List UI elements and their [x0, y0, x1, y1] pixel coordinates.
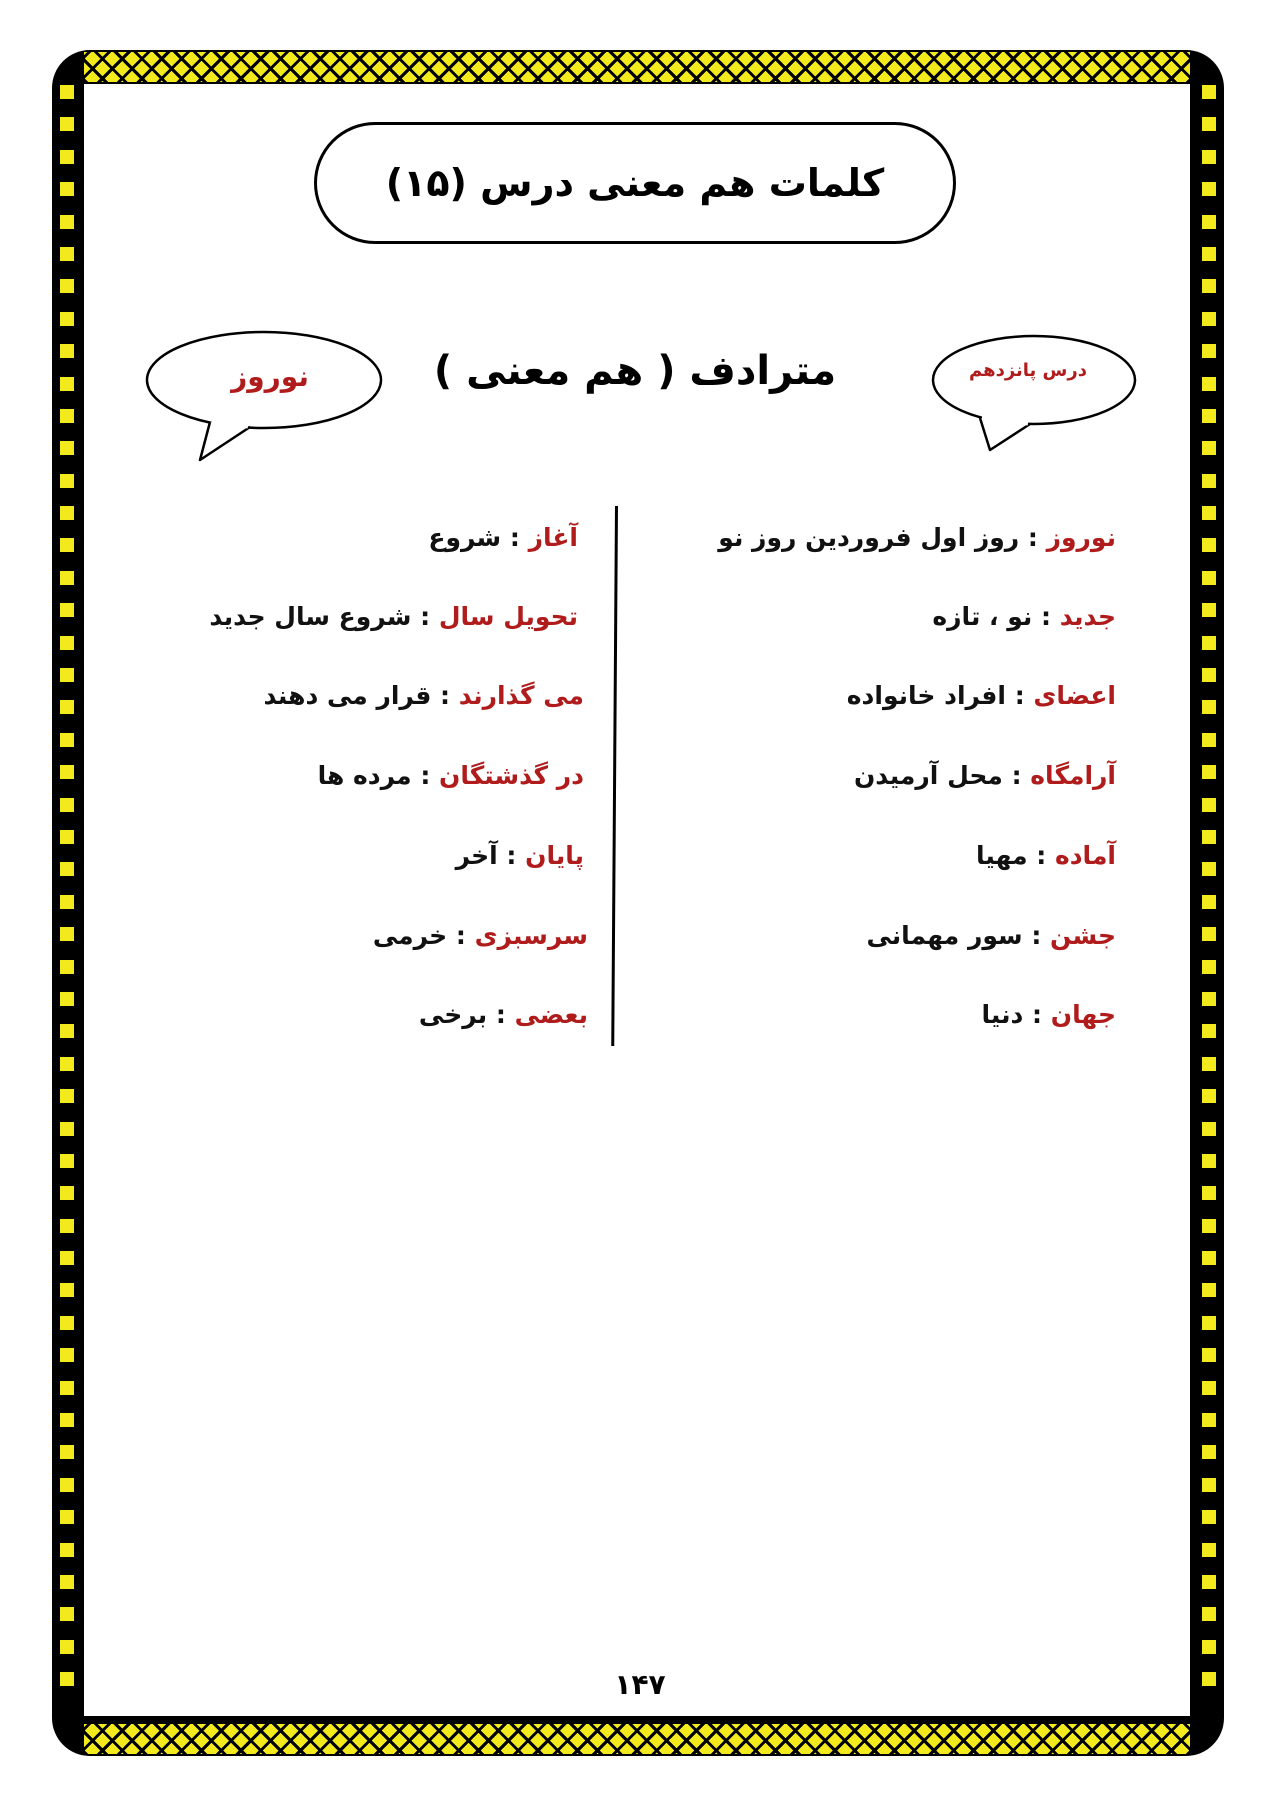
- border-square: [57, 1637, 77, 1657]
- page-title: کلمات هم معنی درس (۱۵): [314, 122, 956, 244]
- border-square: [1199, 276, 1219, 296]
- border-square: [57, 244, 77, 264]
- border-square: [57, 827, 77, 847]
- list-item: آغاز : شروع: [428, 523, 578, 552]
- list-item: بعضی : برخی: [418, 1000, 588, 1029]
- border-square: [57, 212, 77, 232]
- border-square: [1199, 1637, 1219, 1657]
- list-item: جهان : دنیا: [981, 1000, 1116, 1029]
- list-item: آرامگاه : محل آرمیدن: [853, 761, 1116, 790]
- border-square: [57, 1345, 77, 1365]
- border-square: [57, 309, 77, 329]
- border-square: [1199, 1410, 1219, 1430]
- border-square: [57, 762, 77, 782]
- border-square: [57, 147, 77, 167]
- border-square: [1199, 82, 1219, 102]
- border-square: [57, 114, 77, 134]
- border-square: [1199, 697, 1219, 717]
- border-square: [57, 1021, 77, 1041]
- border-square: [57, 665, 77, 685]
- border-square: [1199, 147, 1219, 167]
- border-square: [1199, 1475, 1219, 1495]
- border-square: [1199, 309, 1219, 329]
- border-square: [57, 406, 77, 426]
- border-square: [57, 1540, 77, 1560]
- border-square: [1199, 438, 1219, 458]
- border-square: [1199, 924, 1219, 944]
- border-square: [57, 1151, 77, 1171]
- border-square: [1199, 114, 1219, 134]
- border-square: [1199, 957, 1219, 977]
- border-square: [1199, 1378, 1219, 1398]
- list-item: پایان : آخر: [455, 841, 584, 870]
- border-square: [1199, 1507, 1219, 1527]
- synonym-list-right: [640, 0, 1116, 1100]
- border-square: [57, 924, 77, 944]
- border-square: [1199, 1604, 1219, 1624]
- border-square: [1199, 1313, 1219, 1333]
- border-square: [57, 697, 77, 717]
- border-square: [1199, 989, 1219, 1009]
- border-square: [57, 276, 77, 296]
- border-square: [1199, 212, 1219, 232]
- border-square: [57, 503, 77, 523]
- border-square: [57, 633, 77, 653]
- border-square: [57, 1054, 77, 1074]
- border-square: [1199, 568, 1219, 588]
- list-item: جدید : نو ، تازه: [932, 602, 1116, 631]
- section-heading: مترادف ( هم معنی ): [433, 348, 837, 394]
- bubble-right-text: درس پانزدهم: [968, 360, 1087, 381]
- synonym-list-left: [180, 0, 588, 1100]
- border-square: [1199, 859, 1219, 879]
- border-square: [57, 374, 77, 394]
- border-square: [1199, 1183, 1219, 1203]
- border-square: [57, 730, 77, 750]
- list-item: آماده : مهیا: [975, 841, 1116, 870]
- border-square: [1199, 762, 1219, 782]
- border-bottom-pattern: [84, 1724, 1190, 1754]
- border-square: [57, 957, 77, 977]
- list-item: اعضای : افراد خانواده: [846, 681, 1116, 710]
- border-square: [1199, 1054, 1219, 1074]
- border-square: [1199, 600, 1219, 620]
- border-square: [57, 179, 77, 199]
- border-square: [57, 1280, 77, 1300]
- border-square: [57, 438, 77, 458]
- border-square: [57, 1475, 77, 1495]
- border-square: [1199, 179, 1219, 199]
- border-square: [57, 1507, 77, 1527]
- border-square: [57, 1378, 77, 1398]
- border-square: [57, 1572, 77, 1592]
- list-item: می گذارند : قرار می دهند: [263, 681, 584, 710]
- border-square: [1199, 1248, 1219, 1268]
- border-square: [1199, 341, 1219, 361]
- border-square: [57, 892, 77, 912]
- border-square: [1199, 827, 1219, 847]
- border-square: [57, 341, 77, 361]
- border-square: [1199, 665, 1219, 685]
- border-square: [1199, 1540, 1219, 1560]
- bubble-left-text: نوروز: [231, 360, 309, 393]
- border-square: [1199, 1151, 1219, 1171]
- border-square: [57, 471, 77, 491]
- border-square: [57, 1410, 77, 1430]
- border-square: [57, 1086, 77, 1106]
- border-square: [1199, 471, 1219, 491]
- border-square: [1199, 1119, 1219, 1139]
- border-square: [1199, 795, 1219, 815]
- border-square: [57, 1119, 77, 1139]
- border-square: [57, 989, 77, 1009]
- border-square: [1199, 535, 1219, 555]
- border-square: [1199, 1086, 1219, 1106]
- border-square: [57, 795, 77, 815]
- border-square: [57, 568, 77, 588]
- list-item: در گذشتگان : مرده ها: [317, 761, 584, 790]
- list-item: نوروز : روز اول فروردین روز نو: [718, 523, 1116, 552]
- border-square: [57, 1604, 77, 1624]
- border-square: [1199, 374, 1219, 394]
- border-square: [1199, 1021, 1219, 1041]
- border-left-pattern: [54, 82, 80, 1722]
- border-square: [1199, 730, 1219, 750]
- list-item: تحویل سال : شروع سال جدید: [209, 602, 578, 631]
- border-square: [57, 859, 77, 879]
- border-square: [57, 1313, 77, 1333]
- border-square: [1199, 1669, 1219, 1689]
- border-square: [57, 1183, 77, 1203]
- border-square: [57, 600, 77, 620]
- border-square: [1199, 1572, 1219, 1592]
- border-square: [1199, 244, 1219, 264]
- border-square: [57, 1669, 77, 1689]
- list-item: جشن : سور مهمانی: [866, 921, 1116, 950]
- border-square: [57, 1442, 77, 1462]
- border-square: [1199, 1280, 1219, 1300]
- border-square: [57, 1216, 77, 1236]
- border-square: [57, 535, 77, 555]
- border-right-pattern: [1196, 82, 1222, 1722]
- border-square: [57, 82, 77, 102]
- page-number: ۱۴۷: [614, 1668, 666, 1701]
- border-square: [1199, 1345, 1219, 1365]
- border-square: [1199, 503, 1219, 523]
- list-item: سرسبزی : خرمی: [372, 921, 588, 950]
- border-square: [1199, 1216, 1219, 1236]
- border-square: [1199, 1442, 1219, 1462]
- border-square: [1199, 406, 1219, 426]
- border-square: [57, 1248, 77, 1268]
- border-square: [1199, 633, 1219, 653]
- border-square: [1199, 892, 1219, 912]
